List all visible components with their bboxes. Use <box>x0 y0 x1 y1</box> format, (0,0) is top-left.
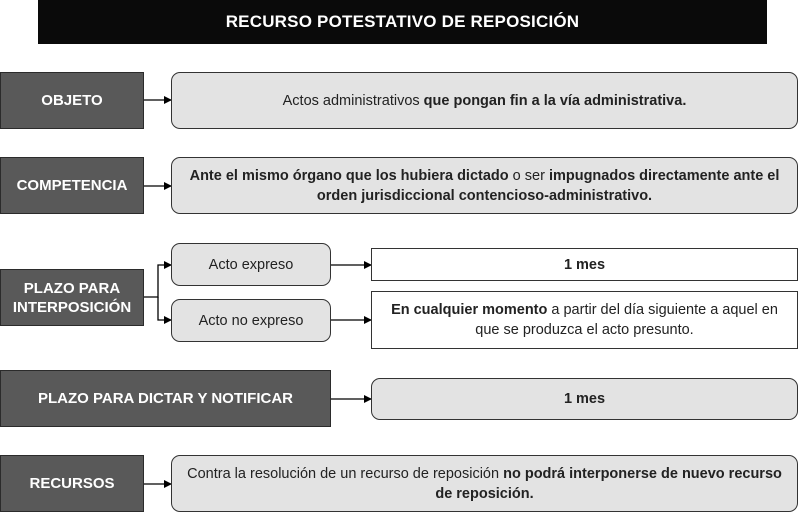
competencia-label <box>0 157 144 214</box>
plazo-dictar-label <box>0 370 331 427</box>
competencia-text <box>184 166 785 206</box>
acto-no-expreso-text <box>382 300 787 340</box>
acto-no-expreso-value-box <box>371 291 798 349</box>
plazo-branch-lower <box>158 297 171 320</box>
acto-no-expreso-box <box>171 299 331 342</box>
recursos-label <box>0 455 144 512</box>
objeto-text-a: Actos administrativos <box>282 92 424 109</box>
acto-no-expreso-text-a: En cualquier momento <box>391 302 548 318</box>
recursos-text-b: no podrá interponerse de nuevo recurso de reposición. <box>435 465 782 502</box>
plazo-interposicion-line2: INTERPOSICIÓN <box>12 298 132 316</box>
objeto-label <box>0 72 144 129</box>
page-title: RECURSO POTESTATIVO DE REPOSICIÓN <box>38 0 767 44</box>
plazo-dictar-box <box>371 378 798 420</box>
competencia-text-a: Ante el mismo órgano que los hubiera dictado <box>189 167 509 184</box>
recursos-box <box>171 455 798 512</box>
plazo-dictar-label-text: PLAZO PARA DICTAR Y NOTIFICAR <box>38 390 293 407</box>
acto-expreso-box <box>171 243 331 286</box>
competencia-text-c: impugnados directamente ante el orden jurisdiccional contencioso-administrativo. <box>316 167 780 204</box>
objeto-text-b: que pongan fin a la vía administrativa. <box>423 92 687 109</box>
competencia-text-b: o ser <box>508 167 549 184</box>
acto-expreso-value: 1 mes <box>563 256 606 273</box>
plazo-interposicion-label <box>0 269 144 326</box>
objeto-text <box>283 91 687 111</box>
acto-no-expreso-text-b: a partir del día siguiente a aquel en que se produzca el acto presunto. <box>475 302 778 338</box>
recursos-text-a: Contra la resolución de un recurso de reposición <box>187 465 504 482</box>
competencia-box <box>171 157 798 214</box>
objeto-label-text: OBJETO <box>41 92 103 109</box>
objeto-box <box>171 72 798 129</box>
competencia-label-text: COMPETENCIA <box>16 177 128 194</box>
plazo-branch-upper <box>144 265 171 297</box>
recursos-text <box>184 464 785 504</box>
acto-expreso-value-box <box>371 248 798 281</box>
recursos-label-text: RECURSOS <box>29 475 115 492</box>
plazo-interposicion-line1: PLAZO PARA <box>23 279 121 297</box>
acto-expreso-label: Acto expreso <box>208 256 294 273</box>
plazo-dictar-value: 1 mes <box>563 391 606 407</box>
acto-no-expreso-label: Acto no expreso <box>198 312 304 329</box>
